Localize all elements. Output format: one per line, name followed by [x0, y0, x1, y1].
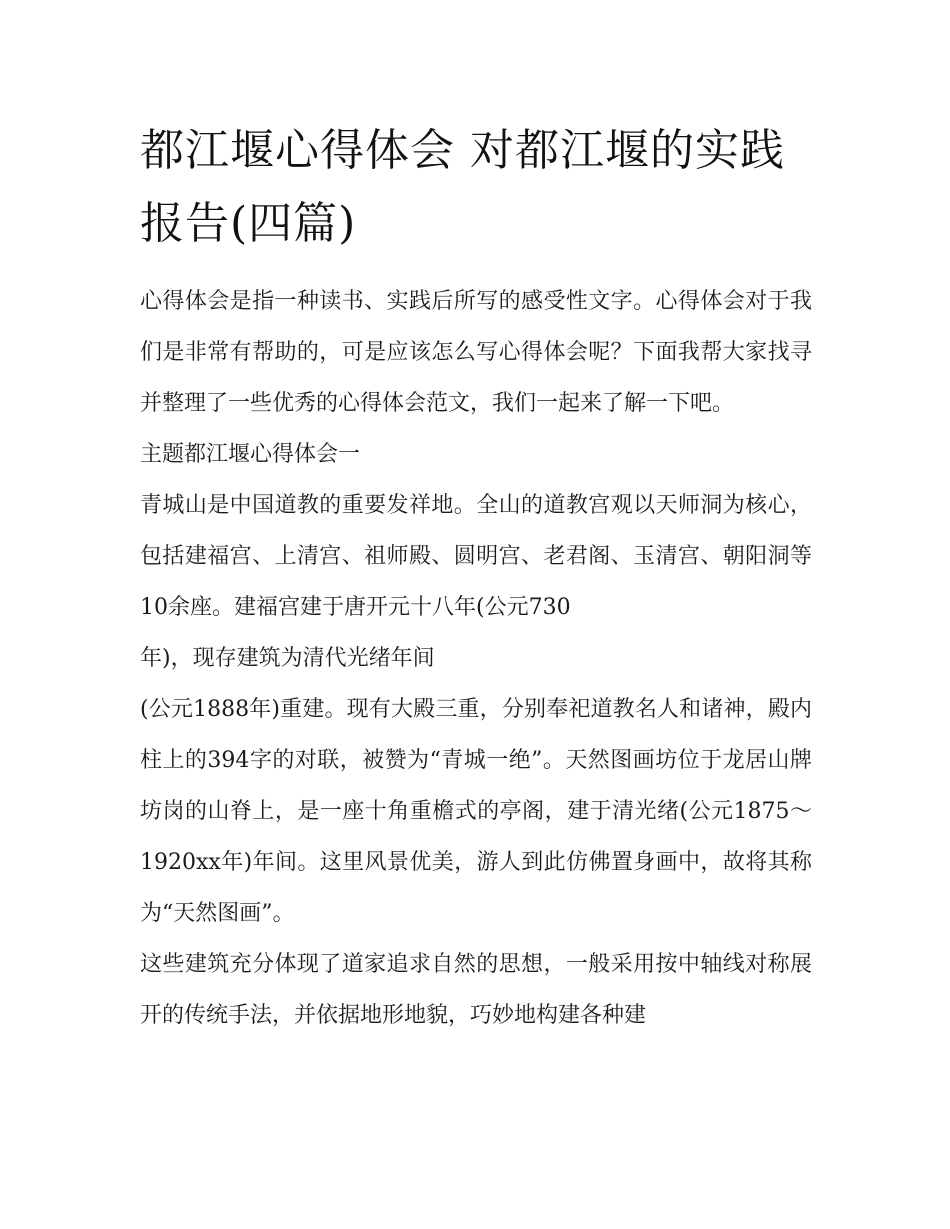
intro-paragraph: 心得体会是指一种读书、实践后所写的感受性文字。心得体会对于我们是非常有帮助的，可是应该怎么写心得体会呢？下面我帮大家找寻并整理了一些优秀的心得体会范文，我们一起来了解一下吧。 — [140, 289, 812, 416]
body-paragraph-1: 青城山是中国道教的重要发祥地。全山的道教宫观以天师洞为核心，包括建福宫、上清宫、祖师殿、圆明宫、老君阁、玉清宫、朝阳洞等10余座。建福宫建于唐开元十八年(公元730 — [140, 493, 812, 620]
body-paragraph-3: 这些建筑充分体现了道家追求自然的思想，一般采用按中轴线对称展开的传统手法，并依据地形地貌，巧妙地构建各种建 — [140, 952, 812, 1028]
document-title: 都江堰心得体会 对都江堰的实践报告(四篇) — [140, 125, 785, 249]
body-paragraph-2: (公元1888年)重建。现有大殿三重，分别奉祀道教名人和诸神，殿内柱上的394字的对联，被赞为“青城一绝”。天然图画坊位于龙居山牌坊岗的山脊上，是一座十角重檐式的亭阁，建于清光绪(公元1875～1920xx年)年间。这里风景优美，游人到此仿佛置身画中，故将其称为“天然图画”。 — [140, 697, 812, 926]
body-paragraph-1-tail: 年)，现存建筑为清代光绪年间 — [140, 646, 435, 671]
document-body — [140, 114, 812, 1041]
section-heading: 主题都江堰心得体会一 — [140, 442, 361, 467]
